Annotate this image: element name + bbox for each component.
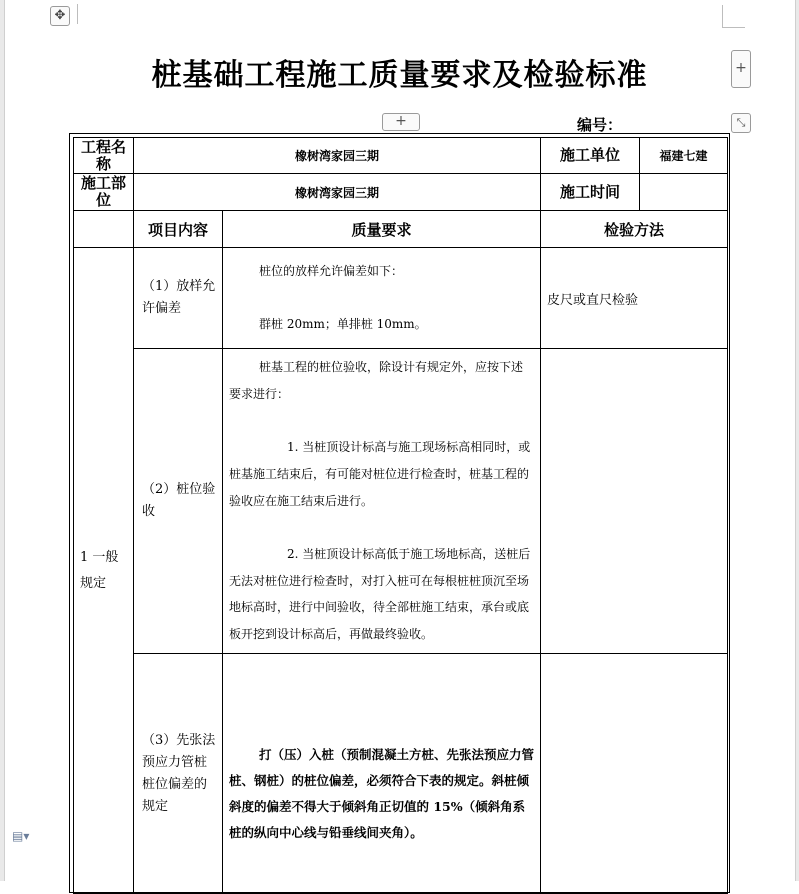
construction-part-label: 施工部位 [74, 174, 134, 211]
row-2-requirement-intro: 桩基工程的桩位验收，除设计有规定外，应按下述要求进行： [229, 360, 524, 401]
serial-number-label: 编号： [577, 116, 623, 134]
page-corner-mark [722, 5, 745, 28]
row-2-requirement-point2: 2. 当桩顶设计标高低于施工场地标高，送桩后无法对桩位进行检查时，对打入桩可在每根桩桩顶沉至场地标高时，进行中间验收，待全部桩施工结束，承台或底板开挖到设计标高后，再做最终验收。 [229, 547, 531, 642]
construction-part-value[interactable]: 橡树湾家园三期 [134, 174, 541, 211]
construction-time-label: 施工时间 [541, 174, 640, 211]
document-icon[interactable]: ▤▾ [12, 829, 30, 843]
row-1-item[interactable]: （1）放样允许偏差 [134, 248, 223, 349]
table-resize-icon[interactable]: ⤡ [731, 113, 751, 133]
column-header-requirement: 质量要求 [223, 211, 541, 248]
column-header-item: 项目内容 [134, 211, 223, 248]
row-3-method[interactable] [541, 654, 728, 894]
row-2-item[interactable]: （2）桩位验收 [134, 349, 223, 654]
table-move-handle-icon[interactable]: ✥ [50, 6, 70, 26]
row-1-requirement-line2: 群桩 20mm；单排桩 10mm。 [259, 317, 427, 332]
add-row-button[interactable] [382, 113, 420, 131]
page-left-edge [0, 0, 5, 881]
page-right-edge [795, 0, 799, 881]
project-name-value[interactable]: 橡树湾家园三期 [134, 138, 541, 174]
add-column-button[interactable] [731, 50, 751, 88]
row-1-requirement-line1: 桩位的放样允许偏差如下： [259, 263, 404, 278]
construction-unit-value[interactable]: 福建七建 [640, 138, 728, 174]
text-cursor-marker [77, 4, 78, 24]
project-name-label: 工程名称 [74, 138, 134, 174]
construction-unit-label: 施工单位 [541, 138, 640, 174]
column-header-method: 检验方法 [541, 211, 728, 248]
row-3-item[interactable]: （3）先张法预应力管桩桩位偏差的规定 [134, 654, 223, 894]
row-2-requirement-point1: 1. 当桩顶设计标高与施工现场标高相同时，或桩基施工结束后，有可能对桩位进行检查时，桩基工程的验收应在施工结束后进行。 [229, 440, 531, 508]
quality-standard-table [73, 137, 728, 894]
row-2-requirement[interactable] [223, 349, 541, 654]
group-label: 1 一般规定 [74, 248, 134, 894]
row-1-method[interactable]: 皮尺或直尺检验 [541, 248, 728, 349]
plus-icon: + [395, 113, 407, 129]
row-1-requirement[interactable] [223, 248, 541, 349]
construction-time-value[interactable] [640, 174, 728, 211]
row-2-method[interactable] [541, 349, 728, 654]
row-3-requirement[interactable] [223, 654, 541, 894]
empty-header-cell [74, 211, 134, 248]
document-title: 桩基础工程施工质量要求及检验标准 [151, 58, 648, 93]
row-3-requirement-text: 打（压）入桩（预制混凝土方桩、先张法预应力管桩、钢桩）的桩位偏差，必须符合下表的规定。斜桩倾斜度的偏差不得大于倾斜角正切值的 15%（倾斜角系桩的纵向中心线与铅垂线间夹角）。 [229, 747, 535, 840]
plus-icon: + [735, 60, 747, 76]
